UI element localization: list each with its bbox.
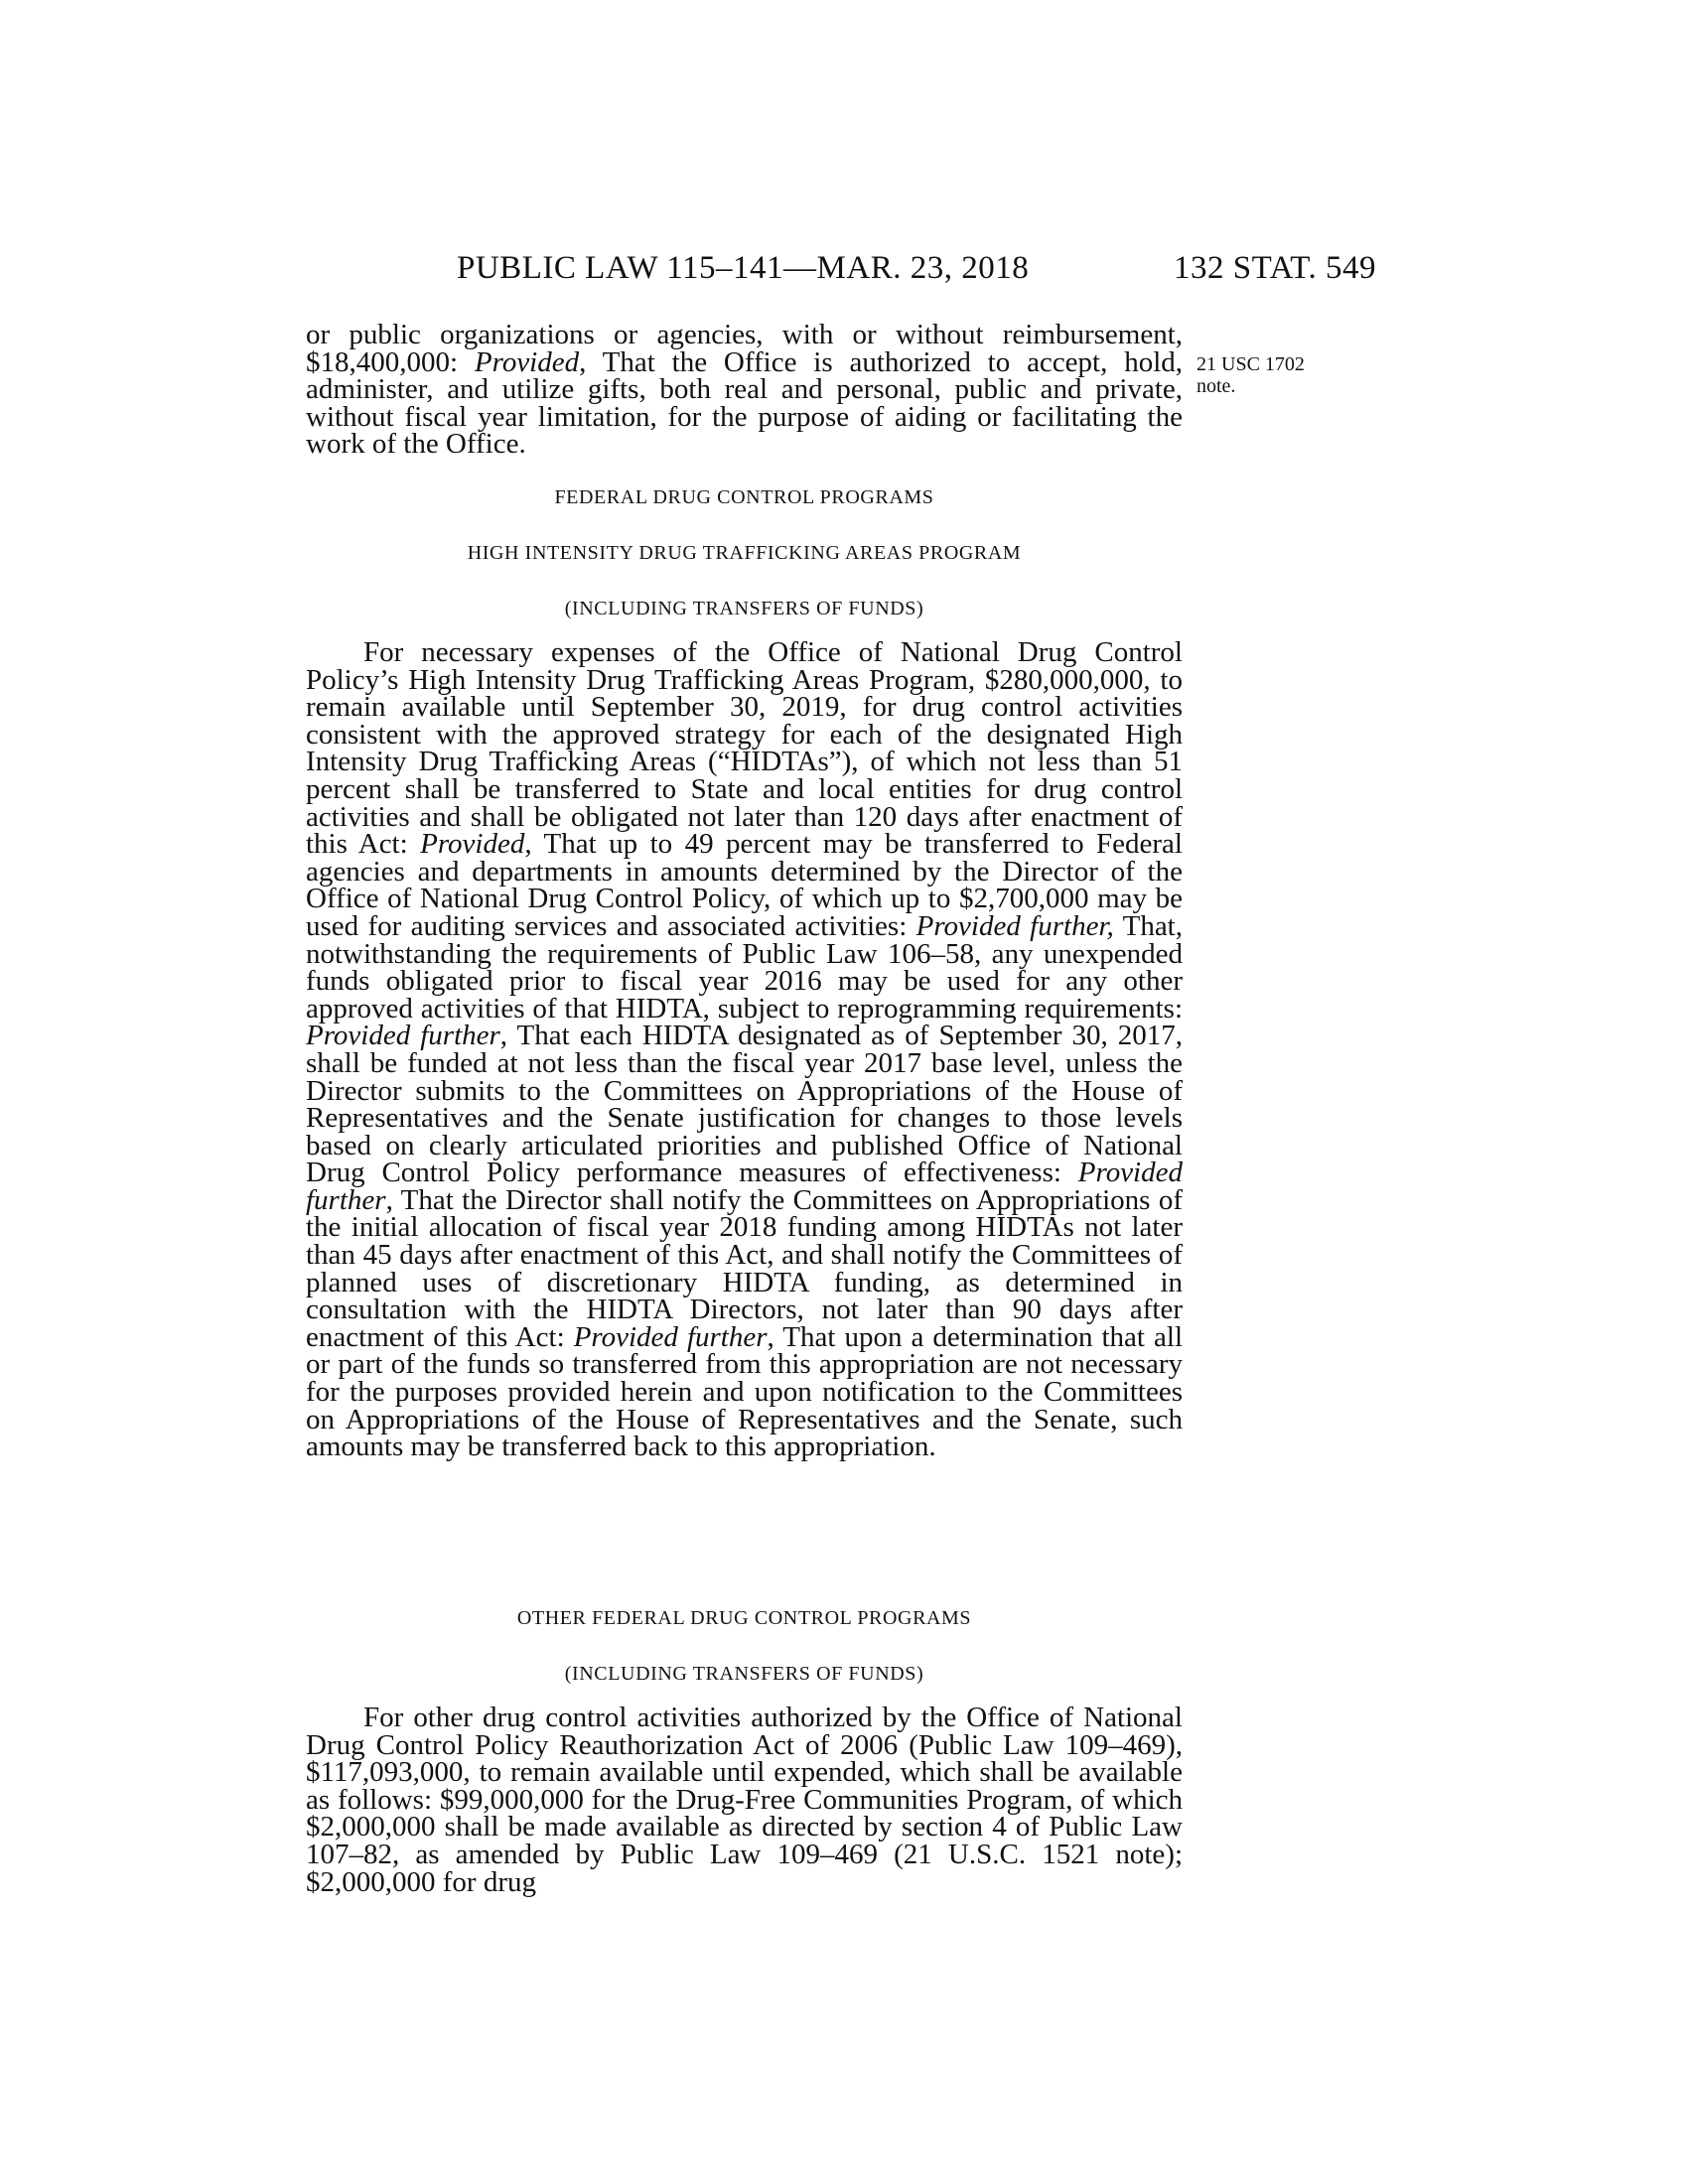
text-run: , That the Director shall notify the Committees on Appropriations of the initial allocation of fiscal year 2018 funding among HIDTAs not later than 45 days after enactment of this Act, and shall notify the Committees of planned uses of discretionary HIDTA funding, as determined in consultation with the HIDTA Directors, not later than 90 days after enactment of this Act: [306,1183,1183,1353]
italic-proviso: Provided [474,345,580,378]
italic-proviso: Provided further, [915,909,1114,942]
text-run: That, notwithstanding the requirements of Public Law 106–58, any unexpended funds obligated prior to fiscal year 2016 may be used for any other approved activities of that HIDTA, subject to reprogramming requirements: [306,909,1183,1024]
italic-proviso: Provided [420,828,525,861]
section-heading: FEDERAL DRUG CONTROL PROGRAMS [554,486,934,508]
text-run: , That each HIDTA designated as of September 30, 2017, shall be funded at not less than the fiscal year 2017 base level, unless the Director submits to the Committees on Appropriations of the House of Representatives and the Senate justification for changes to those levels based on clearly articulated priorities and published Office of National Drug Control Policy performance measures of effectiveness: [306,1020,1184,1189]
text-run: , That up to 49 percent may be transferred to Federal agencies and departments in amounts determined by the Director of the Office of National Drug Control Policy, of which up to $2,700,000 may be used for auditing services and associated activities: [306,828,1183,942]
text-run: or public organizations or agencies, with or without reimbursement, $18,400,000: [306,319,1183,378]
italic-proviso: Provided further [573,1320,768,1353]
other-programs-paragraph [306,1702,1183,1898]
subsection-heading: HIGH INTENSITY DRUG TRAFFICKING AREAS PROGRAM [467,542,1022,564]
subsection-heading-other: OTHER FEDERAL DRUG CONTROL PROGRAMS [516,1607,972,1629]
transfers-note-heading-2: (INCLUDING TRANSFERS OF FUNDS) [564,1663,924,1685]
text-run: , That the Office is authorized to accept, hold, administer, and utilize gifts, both real and personal, public and private, without fiscal year limitation, for the purpose of aiding or facilitating the work of the Office. [306,345,1183,461]
page-reference: 132 STAT. 549 [1173,250,1376,286]
text-run: For other drug control activities authorized by the Office of National Drug Control Policy Reauthorization Act of 2006 (Public Law 109–469), $117,093,000, to remain available until expended, which shall be available as follows: $99,000,000 for the Drug-Free Communities Program, of which $2,000,000 shall be made available as directed by section 4 of Public Law 107–82, as amended by Public Law 109–469 (21 U.S.C. 1521 note); $2,000,000 for drug [306,1702,1183,1898]
transfers-note-heading: (INCLUDING TRANSFERS OF FUNDS) [564,598,924,619]
text-run: , That upon a determination that all or part of the funds so transferred from this appropriation are not necessary for the purposes provided herein and upon notification to the Committees on Appropriations of the House of Representatives and the Senate, such amounts may be transferred back to this appropriation. [306,1320,1183,1463]
margin-note-citation: 21 USC 1702 [1196,353,1305,375]
margin-note [1196,353,1305,397]
running-head: PUBLIC LAW 115–141—MAR. 23, 2018 [457,250,1030,286]
text-run: For necessary expenses of the Office of National Drug Control Policy’s High Intensity Drug Trafficking Areas Program, $280,000,000, to remain available until September 30, 2019, for drug control activities consistent with the approved strategy for each of the designated High Intensity Drug Trafficking Areas (“HIDTAs”), of which not less than 51 percent shall be transferred to State and local entities for drug control activities and shall be obligated not later than 120 days after enactment of this Act: [306,636,1183,861]
italic-proviso: Provided further [306,1020,500,1052]
continued-paragraph [306,319,1183,461]
italic-proviso: Provided further [306,1157,1183,1216]
hidta-paragraph [306,636,1184,1463]
margin-note-suffix: note. [1196,375,1236,397]
